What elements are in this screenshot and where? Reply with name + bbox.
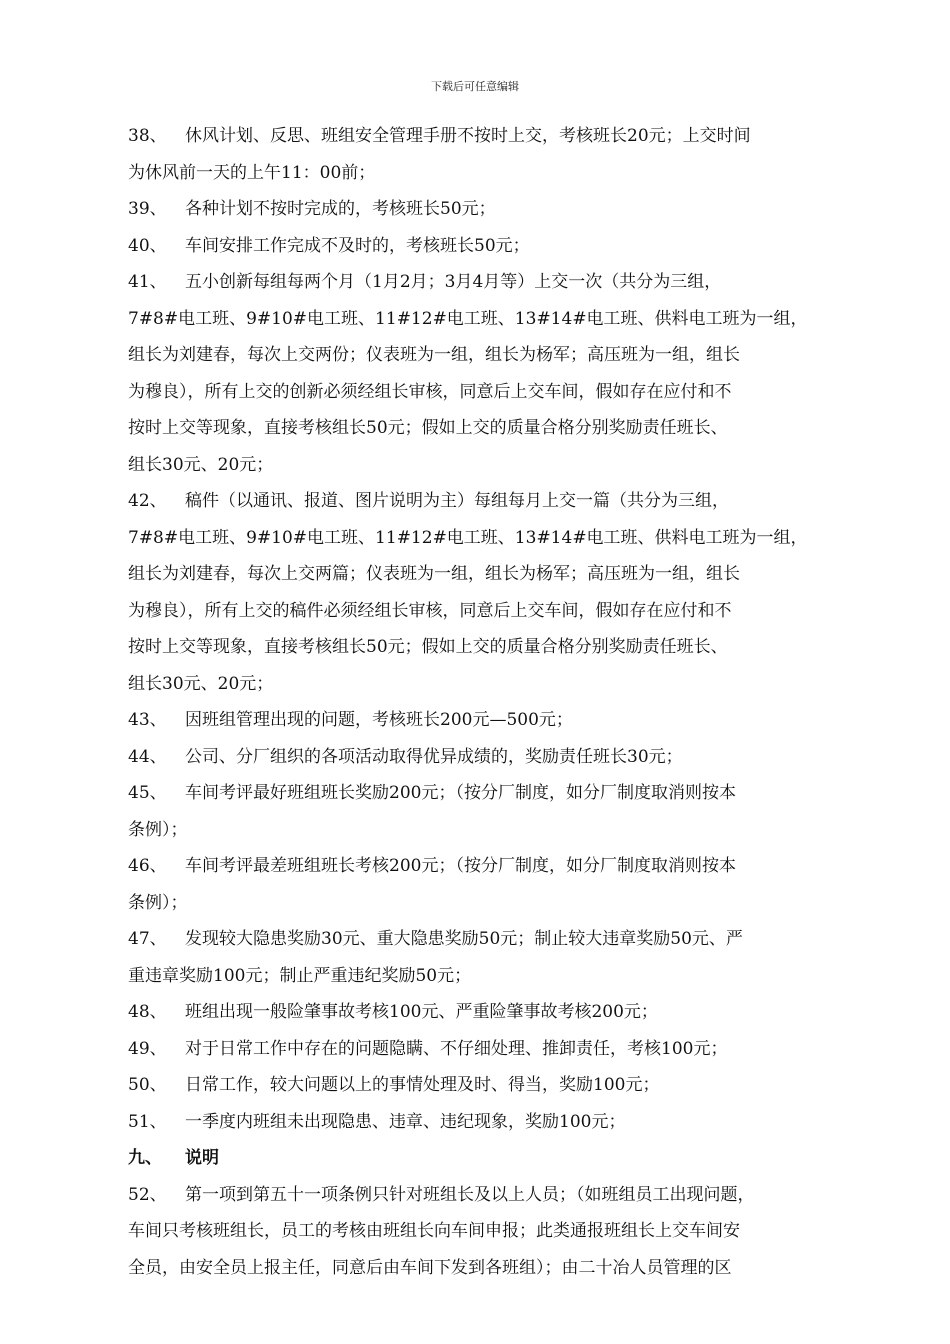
text-line bbox=[128, 410, 828, 447]
line-text: 五小创新每组每两个月（1月2月；3月4月等）上交一次（共分为三组， bbox=[185, 272, 722, 292]
line-text: 组长30元、20元； bbox=[128, 673, 274, 694]
text-line bbox=[128, 1250, 828, 1287]
item-number: 41、 bbox=[128, 272, 167, 292]
item-number: 40、 bbox=[128, 235, 167, 256]
item-number: 50、 bbox=[128, 1075, 167, 1095]
text-line bbox=[128, 739, 828, 776]
item-number: 47、 bbox=[128, 929, 167, 949]
item-number: 46、 bbox=[128, 856, 167, 876]
text-line bbox=[128, 556, 828, 593]
text-line bbox=[128, 666, 828, 703]
text-line bbox=[128, 1177, 828, 1214]
text-line bbox=[128, 483, 828, 520]
text-line bbox=[128, 374, 828, 411]
text-line bbox=[128, 1213, 828, 1250]
item-number: 45、 bbox=[128, 783, 167, 803]
line-text: 组长为刘建春，每次上交两篇；仪表班为一组，组长为杨军；高压班为一组，组长 bbox=[128, 564, 740, 584]
line-text: 班组出现一般险肇事故考核100元、严重险肇事故考核200元； bbox=[185, 1002, 658, 1022]
item-number: 43、 bbox=[128, 710, 167, 730]
item-number: 51、 bbox=[128, 1111, 167, 1132]
line-text: 条例）； bbox=[128, 892, 188, 913]
text-line bbox=[128, 921, 828, 958]
line-text: 车间安排工作完成不及时的，考核班长50元； bbox=[185, 235, 530, 256]
text-line bbox=[128, 228, 828, 265]
line-text: 为穆良），所有上交的稿件必须经组长审核，同意后上交车间，假如存在应付和不 bbox=[128, 600, 732, 621]
line-text: 休风计划、反思、班组安全管理手册不按时上交，考核班长20元；上交时间 bbox=[185, 126, 751, 146]
line-text: 7#8#电工班、9#10#电工班、11#12#电工班、13#14#电工班、供料电工班为一组， bbox=[128, 308, 808, 329]
section-heading bbox=[128, 1140, 828, 1177]
line-text: 因班组管理出现的问题，考核班长200元—500元； bbox=[185, 710, 573, 730]
item-number: 48、 bbox=[128, 1002, 167, 1022]
item-number: 42、 bbox=[128, 491, 167, 511]
text-line bbox=[128, 702, 828, 739]
line-text: 一季度内班组未出现隐患、违章、违纪现象，奖励100元； bbox=[185, 1111, 626, 1132]
text-line bbox=[128, 848, 828, 885]
line-text: 第一项到第五十一项条例只针对班组长及以上人员；（如班组员工出现问题， bbox=[185, 1184, 755, 1205]
text-line bbox=[128, 629, 828, 666]
line-text: 按时上交等现象，直接考核组长50元；假如上交的质量合格分别奖励责任班长、 bbox=[128, 637, 728, 657]
text-line bbox=[128, 812, 828, 849]
line-text: 车间考评最好班组班长奖励200元；（按分厂制度，如分厂制度取消则按本 bbox=[185, 783, 736, 803]
item-number: 38、 bbox=[128, 126, 167, 146]
text-line bbox=[128, 994, 828, 1031]
line-text: 发现较大隐患奖励30元、重大隐患奖励50元；制止较大违章奖励50元、严 bbox=[185, 929, 743, 949]
text-line bbox=[128, 155, 828, 192]
text-line bbox=[128, 191, 828, 228]
text-line bbox=[128, 593, 828, 630]
item-number: 九、 bbox=[128, 1148, 162, 1168]
item-number: 44、 bbox=[128, 746, 167, 767]
item-number: 52、 bbox=[128, 1184, 167, 1205]
line-text: 按时上交等现象，直接考核组长50元；假如上交的质量合格分别奖励责任班长、 bbox=[128, 418, 728, 438]
line-text: 稿件（以通讯、报道、图片说明为主）每组每月上交一篇（共分为三组， bbox=[185, 491, 729, 511]
line-text: 车间考评最差班组班长考核200元；（按分厂制度，如分厂制度取消则按本 bbox=[185, 856, 736, 876]
line-text: 组长为刘建春，每次上交两份；仪表班为一组，组长为杨军；高压班为一组，组长 bbox=[128, 345, 740, 365]
line-text: 7#8#电工班、9#10#电工班、11#12#电工班、13#14#电工班、供料电工班为一组， bbox=[128, 527, 808, 548]
line-text: 重违章奖励100元；制止严重违纪奖励50元； bbox=[128, 965, 472, 986]
text-line bbox=[128, 301, 828, 338]
line-text: 为穆良），所有上交的创新必须经组长审核，同意后上交车间，假如存在应付和不 bbox=[128, 381, 732, 402]
item-number: 49、 bbox=[128, 1038, 167, 1059]
text-line bbox=[128, 118, 828, 155]
line-text: 车间只考核班组长，员工的考核由班组长向车间申报；此类通报班组长上交车间安 bbox=[128, 1221, 740, 1241]
text-line bbox=[128, 958, 828, 995]
line-text: 为休风前一天的上午11：00前； bbox=[128, 162, 376, 183]
line-text: 对于日常工作中存在的问题隐瞒、不仔细处理、推卸责任，考核100元； bbox=[185, 1038, 728, 1059]
line-text: 各种计划不按时完成的，考核班长50元； bbox=[185, 199, 496, 219]
text-line bbox=[128, 1104, 828, 1141]
line-text: 日常工作，较大问题以上的事情处理及时、得当，奖励100元； bbox=[185, 1075, 660, 1095]
text-line bbox=[128, 1031, 828, 1068]
line-text: 条例）； bbox=[128, 819, 188, 840]
document-body bbox=[128, 118, 828, 1286]
page-header: 下载后可任意编辑 bbox=[431, 80, 519, 93]
text-line bbox=[128, 337, 828, 374]
text-line bbox=[128, 264, 828, 301]
text-line bbox=[128, 775, 828, 812]
line-text: 组长30元、20元； bbox=[128, 454, 274, 475]
text-line bbox=[128, 447, 828, 484]
line-text: 全员，由安全员上报主任，同意后由车间下发到各班组）；由二十冶人员管理的区 bbox=[128, 1257, 732, 1278]
text-line bbox=[128, 885, 828, 922]
item-number: 39、 bbox=[128, 199, 167, 219]
line-text: 公司、分厂组织的各项活动取得优异成绩的，奖励责任班长30元； bbox=[185, 746, 683, 767]
text-line bbox=[128, 520, 828, 557]
line-text: 说明 bbox=[185, 1148, 219, 1168]
text-line bbox=[128, 1067, 828, 1104]
